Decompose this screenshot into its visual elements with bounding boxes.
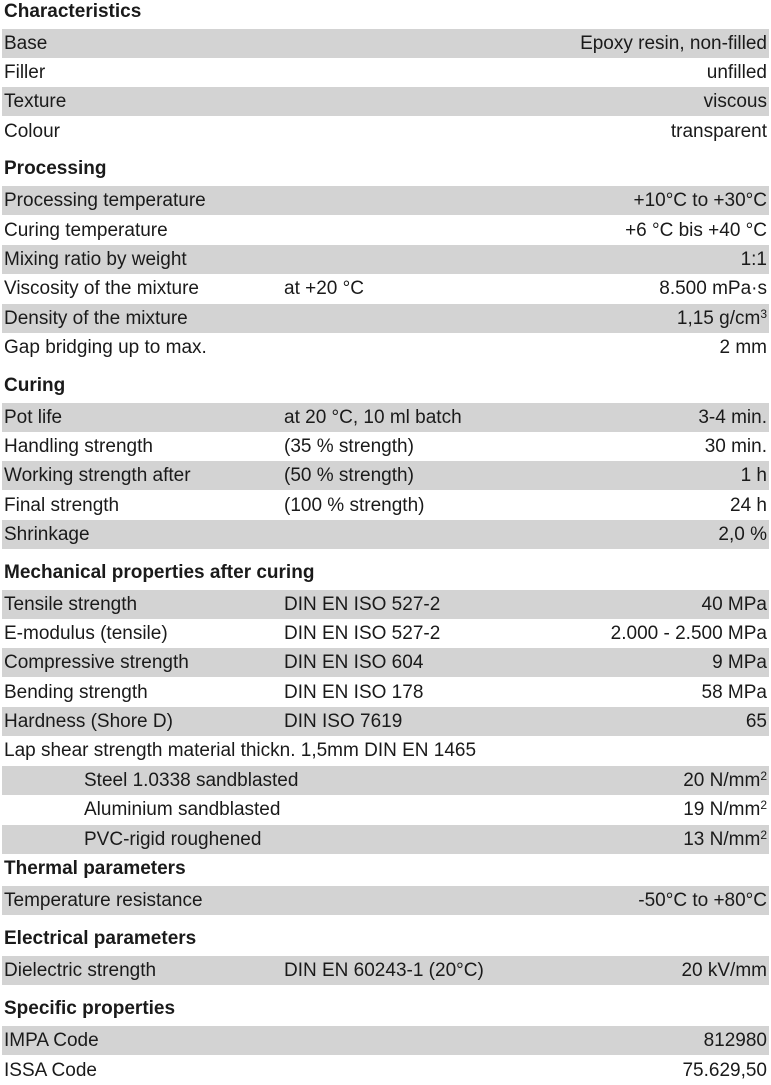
property-value-text: 58 MPa xyxy=(701,682,767,703)
table-row xyxy=(2,432,769,461)
property-value xyxy=(659,274,767,303)
table-row xyxy=(2,58,769,87)
table-row xyxy=(2,707,769,736)
property-value xyxy=(712,648,767,677)
section-heading: Characteristics xyxy=(4,1,142,22)
property-label: Gap bridging up to max. xyxy=(4,337,207,358)
property-value-text: 1,15 g/cm xyxy=(676,308,761,329)
property-value xyxy=(741,461,767,490)
property-label: E-modulus (tensile) xyxy=(4,623,168,644)
property-value xyxy=(681,956,767,985)
property-value-text: 65 xyxy=(745,711,767,732)
table-row xyxy=(2,87,769,116)
table-row xyxy=(2,825,769,854)
property-value-text: 9 MPa xyxy=(712,652,767,673)
property-condition: DIN ISO 7619 xyxy=(284,711,403,732)
property-value xyxy=(705,432,767,461)
property-value xyxy=(718,520,767,549)
property-label: Tensile strength xyxy=(4,594,138,615)
property-label: Temperature resistance xyxy=(4,890,203,911)
table-row xyxy=(2,736,769,765)
property-value-text: viscous xyxy=(703,91,767,112)
section-heading: Curing xyxy=(4,375,66,396)
property-condition: DIN EN ISO 527-2 xyxy=(284,623,441,644)
property-value xyxy=(671,117,767,146)
table-row xyxy=(2,619,769,648)
table-row xyxy=(2,216,769,245)
property-label: Texture xyxy=(4,91,67,112)
table-row xyxy=(2,1026,769,1055)
section-heading: Mechanical properties after curing xyxy=(4,562,315,583)
property-value xyxy=(741,245,767,274)
unit-superscript: 2 xyxy=(760,769,767,783)
property-value xyxy=(704,1026,767,1055)
property-value xyxy=(633,186,767,215)
property-value xyxy=(683,766,767,795)
property-label: Shrinkage xyxy=(4,524,90,545)
property-value-text: 24 h xyxy=(730,495,767,516)
unit-superscript: 3 xyxy=(760,307,767,321)
property-label: Mixing ratio by weight xyxy=(4,249,187,270)
table-row xyxy=(2,491,769,520)
property-value-text: 812980 xyxy=(703,1030,767,1051)
property-value-text: 1 h xyxy=(740,465,767,486)
property-label: Density of the mixture xyxy=(4,308,188,329)
property-value-text: 2,0 % xyxy=(718,524,767,545)
property-value xyxy=(683,795,767,824)
property-label: Steel 1.0338 sandblasted xyxy=(84,770,299,791)
property-label: Viscosity of the mixture xyxy=(4,278,200,299)
property-value-text: transparent xyxy=(670,121,767,142)
property-value-text: 2.000 - 2.500 MPa xyxy=(610,623,767,644)
property-condition: (100 % strength) xyxy=(284,495,425,516)
property-value-text: 2 mm xyxy=(719,337,767,358)
unit-superscript: 2 xyxy=(760,828,767,842)
table-row xyxy=(2,795,769,824)
property-value-text: 8.500 mPa·s xyxy=(659,278,767,299)
table-row xyxy=(2,117,769,146)
table-row xyxy=(2,766,769,795)
property-label: PVC-rigid roughened xyxy=(84,829,262,850)
property-value-text: 1:1 xyxy=(740,249,767,270)
table-row xyxy=(2,186,769,215)
property-label: Dielectric strength xyxy=(4,960,157,981)
property-value xyxy=(625,216,767,245)
table-row xyxy=(2,520,769,549)
property-label: Base xyxy=(4,33,48,54)
property-value-text: 20 kV/mm xyxy=(681,960,767,981)
property-condition: DIN EN 60243-1 (20°C) xyxy=(284,960,484,981)
property-value-text: 3-4 min. xyxy=(698,407,767,428)
property-value xyxy=(702,678,767,707)
property-label: Working strength after xyxy=(4,465,191,486)
property-label: ISSA Code xyxy=(4,1060,97,1081)
property-label: Aluminium sandblasted xyxy=(84,799,281,820)
property-condition: DIN EN ISO 604 xyxy=(284,652,424,673)
table-row xyxy=(2,245,769,274)
table-row xyxy=(2,590,769,619)
property-label: Bending strength xyxy=(4,682,148,703)
property-label: Lap shear strength material thickn. 1,5mm DIN EN 1465 xyxy=(4,740,477,761)
property-label: Filler xyxy=(4,62,46,83)
table-row xyxy=(2,956,769,985)
table-row xyxy=(2,333,769,362)
property-value-text: 20 N/mm xyxy=(683,770,761,791)
table-row xyxy=(2,648,769,677)
property-condition: (35 % strength) xyxy=(284,436,414,457)
property-label: Colour xyxy=(4,121,60,142)
property-condition: DIN EN ISO 527-2 xyxy=(284,594,441,615)
property-condition: (50 % strength) xyxy=(284,465,414,486)
property-label: IMPA Code xyxy=(4,1030,99,1051)
property-label: Pot life xyxy=(4,407,63,428)
property-value-text: 40 MPa xyxy=(701,594,767,615)
property-value-text: 30 min. xyxy=(704,436,767,457)
property-value-text: +6 °C bis +40 °C xyxy=(625,220,767,241)
table-row xyxy=(2,461,769,490)
property-label: Processing temperature xyxy=(4,190,206,211)
property-value-text: Epoxy resin, non-filled xyxy=(580,33,767,54)
property-label: Compressive strength xyxy=(4,652,189,673)
section-heading: Electrical parameters xyxy=(4,928,197,949)
section-heading: Processing xyxy=(4,158,107,179)
table-row xyxy=(2,29,769,58)
property-condition: at +20 °C xyxy=(284,278,364,299)
table-row xyxy=(2,403,769,432)
property-label: Curing temperature xyxy=(4,220,168,241)
property-condition: at 20 °C, 10 ml batch xyxy=(284,407,462,428)
table-row xyxy=(2,274,769,303)
property-value-text: 75.629,50 xyxy=(682,1060,767,1081)
property-value xyxy=(698,403,767,432)
property-value-text: 13 N/mm xyxy=(683,829,761,850)
property-label: Final strength xyxy=(4,495,120,516)
property-value-text: -50°C to +80°C xyxy=(638,890,767,911)
property-value xyxy=(611,619,767,648)
table-row xyxy=(2,304,769,333)
property-value xyxy=(746,707,767,736)
property-value xyxy=(677,304,767,333)
table-row xyxy=(2,886,769,915)
property-label: Handling strength xyxy=(4,436,153,457)
property-value xyxy=(683,825,767,854)
property-value xyxy=(702,590,767,619)
property-value xyxy=(704,87,767,116)
property-value xyxy=(638,886,767,915)
section-heading: Thermal parameters xyxy=(4,858,186,879)
property-label: Hardness (Shore D) xyxy=(4,711,173,732)
property-value xyxy=(580,29,767,58)
property-value-text: +10°C to +30°C xyxy=(633,190,767,211)
property-value-text: unfilled xyxy=(706,62,767,83)
property-value xyxy=(720,333,768,362)
property-value xyxy=(730,491,767,520)
property-value-text: 19 N/mm xyxy=(683,799,761,820)
property-condition: DIN EN ISO 178 xyxy=(284,682,424,703)
table-row xyxy=(2,678,769,707)
property-value xyxy=(707,58,767,87)
section-heading: Specific properties xyxy=(4,998,176,1019)
unit-superscript: 2 xyxy=(760,798,767,812)
